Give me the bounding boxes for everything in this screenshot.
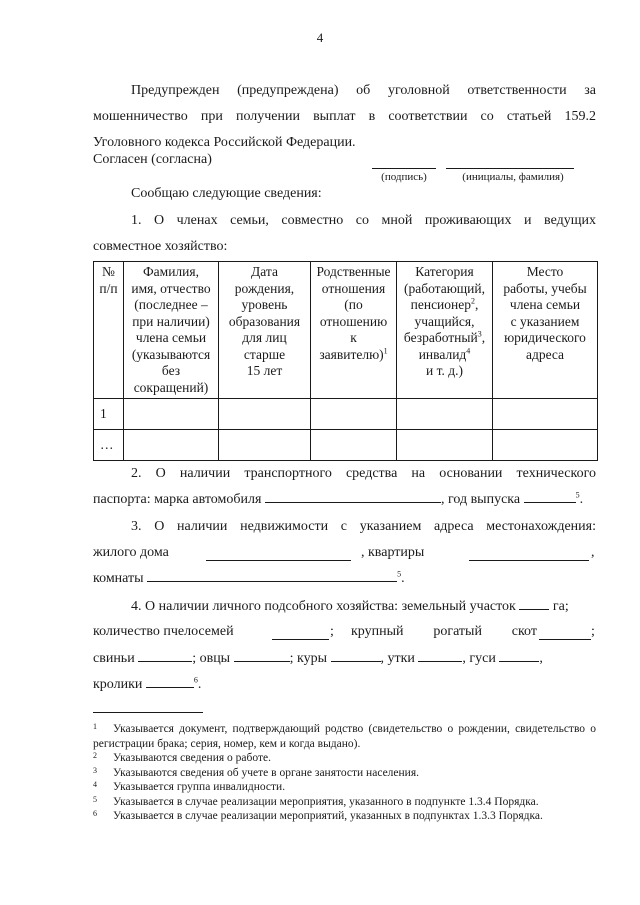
apartment-address-field[interactable]	[469, 547, 589, 561]
family-members-table	[93, 261, 598, 461]
footnote-3: 3 Указываются сведения об учете в органе занятости населения.	[93, 765, 419, 779]
header-category: Категория (работающий, пенсионер$^2$, учащийся, безработный$^3$, инвалид$^4$ и т. д.)	[397, 262, 493, 399]
section-4-line-1: 4. О наличии личного подсобного хозяйства: земельный участок га;	[93, 594, 596, 620]
footnote-4: 4 Указывается группа инвалидности.	[93, 780, 286, 793]
cell-relation[interactable]	[311, 430, 397, 461]
header-birth-date: Дата рождения, уровень образования для лиц старше 15 лет	[219, 262, 311, 399]
table-row	[94, 399, 598, 430]
row-number: 1	[94, 399, 124, 430]
bees-field[interactable]	[272, 626, 329, 640]
section-2-line-2: паспорта: марка автомобиля , год выпуска $^5$.	[93, 490, 584, 507]
land-plot-field[interactable]	[519, 596, 549, 610]
warning-line-3: Уголовного кодекса Российской Федерации.	[93, 135, 356, 150]
section-3-line-2: жилого дома , квартиры ,	[93, 545, 595, 560]
section-1	[93, 208, 596, 260]
header-relation: Родственные отношения (по отношению к заявителю)$^1$	[311, 262, 397, 399]
consent-label: Согласен (согласна)	[93, 152, 212, 167]
pigs-field[interactable]	[138, 648, 192, 662]
car-year-field[interactable]	[524, 489, 576, 503]
footnote-2: 2 Указываются сведения о работе.	[93, 751, 271, 764]
section-3-line-1: 3. О наличии недвижимости с указанием адреса местонахождения:	[131, 519, 596, 534]
section-4-line-4: кролики $^6$.	[93, 675, 202, 692]
name-caption: (инициалы, фамилия)	[462, 171, 564, 183]
footnote-1: 1 Указывается документ, подтверждающий родство (свидетельство о рождении, свидетельство о регистрации брака; серия, номер, кем и когда выдано).	[93, 722, 596, 750]
page-number: 4	[316, 30, 324, 45]
cell-birth-date[interactable]	[219, 430, 311, 461]
footnotes	[93, 722, 596, 824]
footnote-separator	[93, 712, 203, 713]
table-header-row	[94, 262, 598, 399]
cell-workplace[interactable]	[493, 430, 598, 461]
row-number: …	[94, 430, 124, 461]
footnote-5: 5 Указывается в случае реализации мероприятия, указанного в подпункте 1.3.4 Порядка.	[93, 794, 539, 808]
warning-paragraph	[93, 78, 596, 156]
cell-full-name[interactable]	[124, 430, 219, 461]
sheep-field[interactable]	[234, 648, 290, 662]
section-1-line-2: совместное хозяйство:	[93, 239, 228, 254]
section-2-line-1: 2. О наличии транспортного средства на основании технического	[131, 466, 596, 481]
car-brand-field[interactable]	[265, 489, 441, 503]
warning-line-2: мошенничество при получении выплат в соответствии со статьей 159.2	[93, 109, 596, 124]
cell-full-name[interactable]	[124, 399, 219, 430]
section-3	[93, 514, 596, 540]
section-1-line-1: 1. О членах семьи, совместно со мной проживающих и ведущих	[131, 213, 596, 228]
cell-workplace[interactable]	[493, 399, 598, 430]
geese-field[interactable]	[499, 648, 539, 662]
cell-birth-date[interactable]	[219, 399, 311, 430]
section-4-line-3: свиньи ; овцы ; куры , утки , гуси ,	[93, 646, 596, 672]
room-address-field[interactable]	[147, 568, 397, 582]
house-address-field[interactable]	[206, 547, 351, 561]
section-2	[93, 461, 596, 513]
cell-relation[interactable]	[311, 399, 397, 430]
signature-line[interactable]	[372, 168, 436, 169]
table-row	[94, 430, 598, 461]
cattle-field[interactable]	[539, 626, 591, 640]
footnote-6: 6 Указывается в случае реализации мероприятий, указанных в подпунктах 1.3.3 Порядка.	[93, 809, 543, 822]
name-line[interactable]	[446, 168, 574, 169]
cell-category[interactable]	[397, 399, 493, 430]
header-number: № п/п	[94, 262, 124, 399]
section-3-line-3: комнаты $^5$.	[93, 569, 405, 586]
header-full-name: Фамилия, имя, отчество (последнее – при наличии) члена семьи (указываются без сокращений)	[124, 262, 219, 399]
chickens-field[interactable]	[331, 648, 381, 662]
warning-line-1: Предупрежден (предупреждена) об уголовной ответственности за	[131, 83, 596, 98]
cell-category[interactable]	[397, 430, 493, 461]
header-workplace: Место работы, учебы члена семьи с указанием юридического адреса	[493, 262, 598, 399]
intro-text: Сообщаю следующие сведения:	[131, 186, 322, 201]
ducks-field[interactable]	[418, 648, 462, 662]
rabbits-field[interactable]	[146, 674, 194, 688]
signature-caption: (подпись)	[381, 171, 427, 183]
